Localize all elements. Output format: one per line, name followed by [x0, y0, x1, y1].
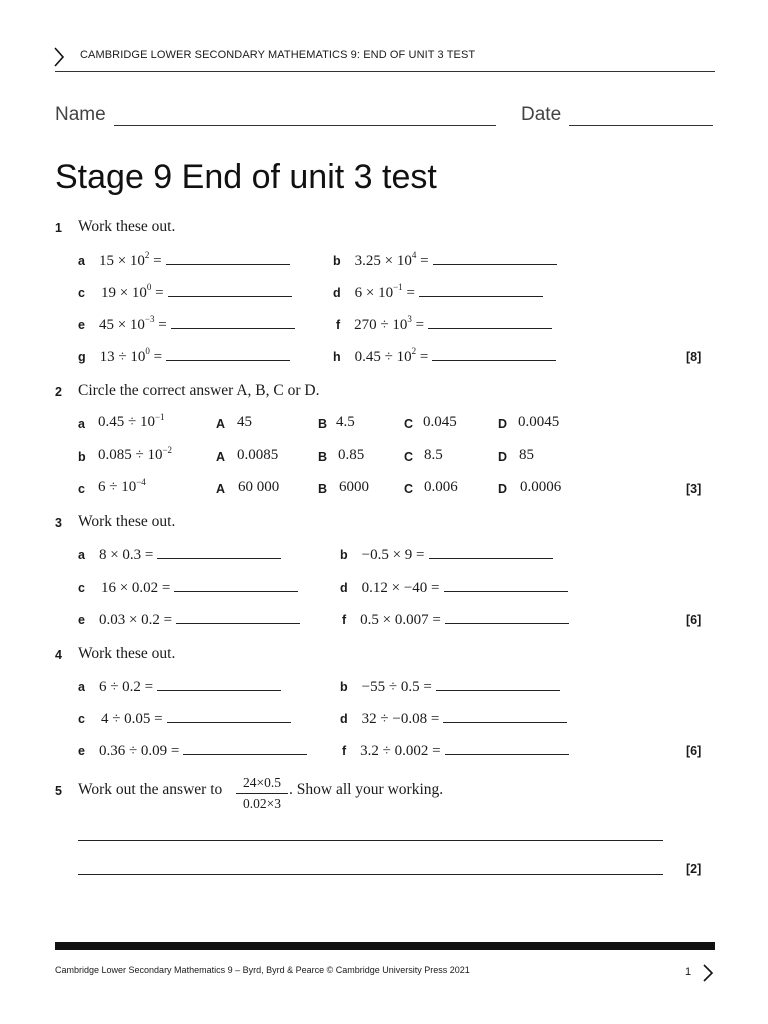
part-expression: $19 \times 10^0$ = [100, 282, 164, 301]
part-expression: 0.03 × 0.2 = [98, 612, 173, 628]
part-expression: 0.12 × −40 = [361, 580, 440, 596]
date-field[interactable] [569, 125, 713, 126]
q1-part-h [333, 348, 556, 366]
question-number: 4 [55, 648, 62, 662]
answer-blank[interactable] [419, 284, 543, 297]
part-letter: a [78, 254, 85, 268]
chevron-right-icon [52, 46, 66, 68]
answer-blank[interactable] [166, 252, 290, 265]
q1-part-g [78, 348, 290, 366]
header-divider [55, 71, 715, 72]
part-letter: h [333, 350, 341, 364]
part-expression: $6 \times 10^{-1}$ = [354, 282, 415, 301]
part-letter: a [78, 417, 85, 431]
q3-part-b [340, 546, 553, 564]
option-letter-d[interactable]: D [498, 417, 508, 431]
q4-part-d [340, 710, 567, 728]
part-expression: $3.25 \times 10^4$ = [354, 250, 429, 269]
part-letter: a [78, 548, 85, 562]
option-letter-d[interactable]: D [498, 450, 508, 464]
answer-blank[interactable] [433, 252, 557, 265]
marks-label: [6] [686, 613, 702, 627]
marks-label: [6] [686, 744, 702, 758]
answer-blank[interactable] [183, 742, 307, 755]
marks-label: [8] [686, 350, 702, 364]
q4-part-f [342, 742, 569, 760]
question-number: 1 [55, 221, 62, 235]
q1-part-b [333, 252, 557, 270]
option-letter-a[interactable]: A [216, 482, 226, 496]
part-expression: 0.5 × 0.007 = [360, 612, 441, 628]
part-expression: 4 ÷ 0.05 = [100, 711, 163, 727]
answer-blank[interactable] [444, 579, 568, 592]
part-letter: c [78, 712, 85, 726]
option-letter-a[interactable]: A [216, 450, 226, 464]
q3-part-f [342, 611, 569, 629]
q1-part-e [78, 316, 295, 334]
answer-line[interactable] [78, 874, 663, 875]
q1-part-a [78, 252, 290, 270]
part-expression: 6 ÷ 0.2 = [98, 679, 154, 695]
answer-blank[interactable] [429, 546, 553, 559]
option-value-d[interactable]: 0.0045 [518, 414, 560, 430]
answer-blank[interactable] [432, 348, 556, 361]
page-title: Stage 9 End of unit 3 test [55, 158, 437, 196]
part-letter: b [340, 680, 348, 694]
part-letter: f [342, 744, 347, 758]
part-expression: $0.45 \div 10^2$ = [354, 346, 429, 365]
part-expression: 0.36 ÷ 0.09 = [98, 743, 180, 759]
option-letter-c[interactable]: C [404, 450, 414, 464]
q4-part-b [340, 678, 560, 696]
question-number: 5 [55, 784, 62, 798]
part-letter: a [78, 680, 85, 694]
option-letter-b[interactable]: B [318, 450, 328, 464]
option-value-a[interactable]: 0.0085 [237, 447, 279, 463]
part-letter: e [78, 613, 85, 627]
q3-part-d [340, 579, 568, 597]
option-value-b[interactable]: 6000 [339, 479, 369, 495]
part-letter: g [78, 350, 86, 364]
part-expression: $0.085 \div 10^{-2}$ [98, 445, 173, 463]
option-letter-b[interactable]: B [318, 482, 328, 496]
date-label: Date [521, 104, 562, 125]
answer-blank[interactable] [428, 316, 552, 329]
part-letter: c [78, 482, 85, 496]
part-expression: 32 ÷ −0.08 = [361, 711, 440, 727]
answer-blank[interactable] [166, 348, 290, 361]
next-page-icon[interactable] [702, 963, 714, 983]
part-expression: $13 \div 10^0$ = [99, 346, 163, 365]
answer-blank[interactable] [157, 546, 281, 559]
answer-blank[interactable] [445, 611, 569, 624]
option-value-a[interactable]: 45 [237, 414, 252, 430]
marks-label: [2] [686, 862, 702, 876]
part-expression: $270 \div 10^3$ = [354, 314, 425, 333]
question-text: Circle the correct answer A, B, C or D. [78, 382, 320, 399]
q4-part-a [78, 678, 281, 696]
question-text: Work these out. [78, 513, 176, 530]
option-letter-a[interactable]: A [216, 417, 226, 431]
part-expression: $45 \times 10^{-3}$ = [98, 314, 167, 333]
part-letter: b [340, 548, 348, 562]
footer-bar [55, 942, 715, 950]
q3-part-a [78, 546, 281, 564]
option-value-c[interactable]: 0.006 [424, 479, 458, 495]
q4-part-e [78, 742, 307, 760]
part-letter: d [340, 712, 348, 726]
part-letter: d [333, 286, 341, 300]
answer-blank[interactable] [171, 316, 295, 329]
answer-blank[interactable] [157, 678, 281, 691]
part-expression: 8 × 0.3 = [98, 547, 154, 563]
part-letter: f [342, 613, 347, 627]
working-line[interactable] [78, 840, 663, 841]
answer-blank[interactable] [445, 742, 569, 755]
question-text: Work out the answer to [78, 781, 223, 798]
part-letter: c [78, 581, 85, 595]
part-letter: f [336, 318, 341, 332]
q1-part-c [78, 284, 292, 302]
option-letter-b[interactable]: B [318, 417, 328, 431]
name-field[interactable] [114, 125, 496, 126]
answer-blank[interactable] [436, 678, 560, 691]
option-value-b[interactable]: 4.5 [336, 414, 355, 430]
answer-blank[interactable] [443, 710, 567, 723]
option-value-d[interactable]: 0.0006 [520, 479, 562, 495]
marks-label: [3] [686, 482, 702, 496]
option-letter-d[interactable]: D [498, 482, 508, 496]
q1-part-d [333, 284, 543, 302]
part-letter: b [78, 450, 86, 464]
answer-blank[interactable] [176, 611, 300, 624]
question-text: Work these out. [78, 645, 176, 662]
fraction-numerator: 24×0.5 [236, 775, 288, 794]
part-expression: 16 × 0.02 = [100, 580, 171, 596]
part-letter: c [78, 286, 85, 300]
part-letter: e [78, 318, 85, 332]
footer-copyright: Cambridge Lower Secondary Mathematics 9 – Byrd, Byrd & Pearce © Cambridge University Press 2021 [55, 965, 470, 975]
part-expression: −55 ÷ 0.5 = [361, 679, 432, 695]
part-letter: d [340, 581, 348, 595]
part-letter: b [333, 254, 341, 268]
answer-blank[interactable] [174, 579, 298, 592]
q3-part-c [78, 579, 298, 597]
option-letter-c[interactable]: C [404, 482, 414, 496]
part-expression: −0.5 × 9 = [361, 547, 425, 563]
option-letter-c[interactable]: C [404, 417, 414, 431]
option-value-d[interactable]: 85 [519, 447, 534, 463]
option-value-b[interactable]: 0.85 [338, 447, 365, 463]
part-expression: $0.45 \div 10^{-1}$ [98, 412, 165, 430]
part-expression: $15 \times 10^2$ = [98, 250, 162, 269]
answer-blank[interactable] [167, 710, 291, 723]
fraction-expression [236, 775, 288, 812]
header-title: CAMBRIDGE LOWER SECONDARY MATHEMATICS 9: END OF UNIT 3 TEST [80, 49, 476, 61]
part-expression: 3.2 ÷ 0.002 = [360, 743, 441, 759]
question-number: 3 [55, 516, 62, 530]
question-text: Work these out. [78, 218, 176, 235]
answer-blank[interactable] [168, 284, 292, 297]
q3-part-e [78, 611, 300, 629]
option-value-a[interactable]: 60 000 [238, 479, 280, 495]
fraction-denominator: 0.02×3 [243, 796, 281, 811]
question-text-continued: . Show all your working. [289, 781, 444, 798]
part-expression: $6 \div 10^{-4}$ [98, 477, 146, 495]
part-letter: e [78, 744, 85, 758]
page-number: 1 [685, 966, 692, 978]
option-value-c[interactable]: 8.5 [424, 447, 443, 463]
q1-part-f [336, 316, 552, 334]
name-label: Name [55, 104, 106, 125]
question-number: 2 [55, 385, 62, 399]
option-value-c[interactable]: 0.045 [423, 414, 457, 430]
q4-part-c [78, 710, 291, 728]
